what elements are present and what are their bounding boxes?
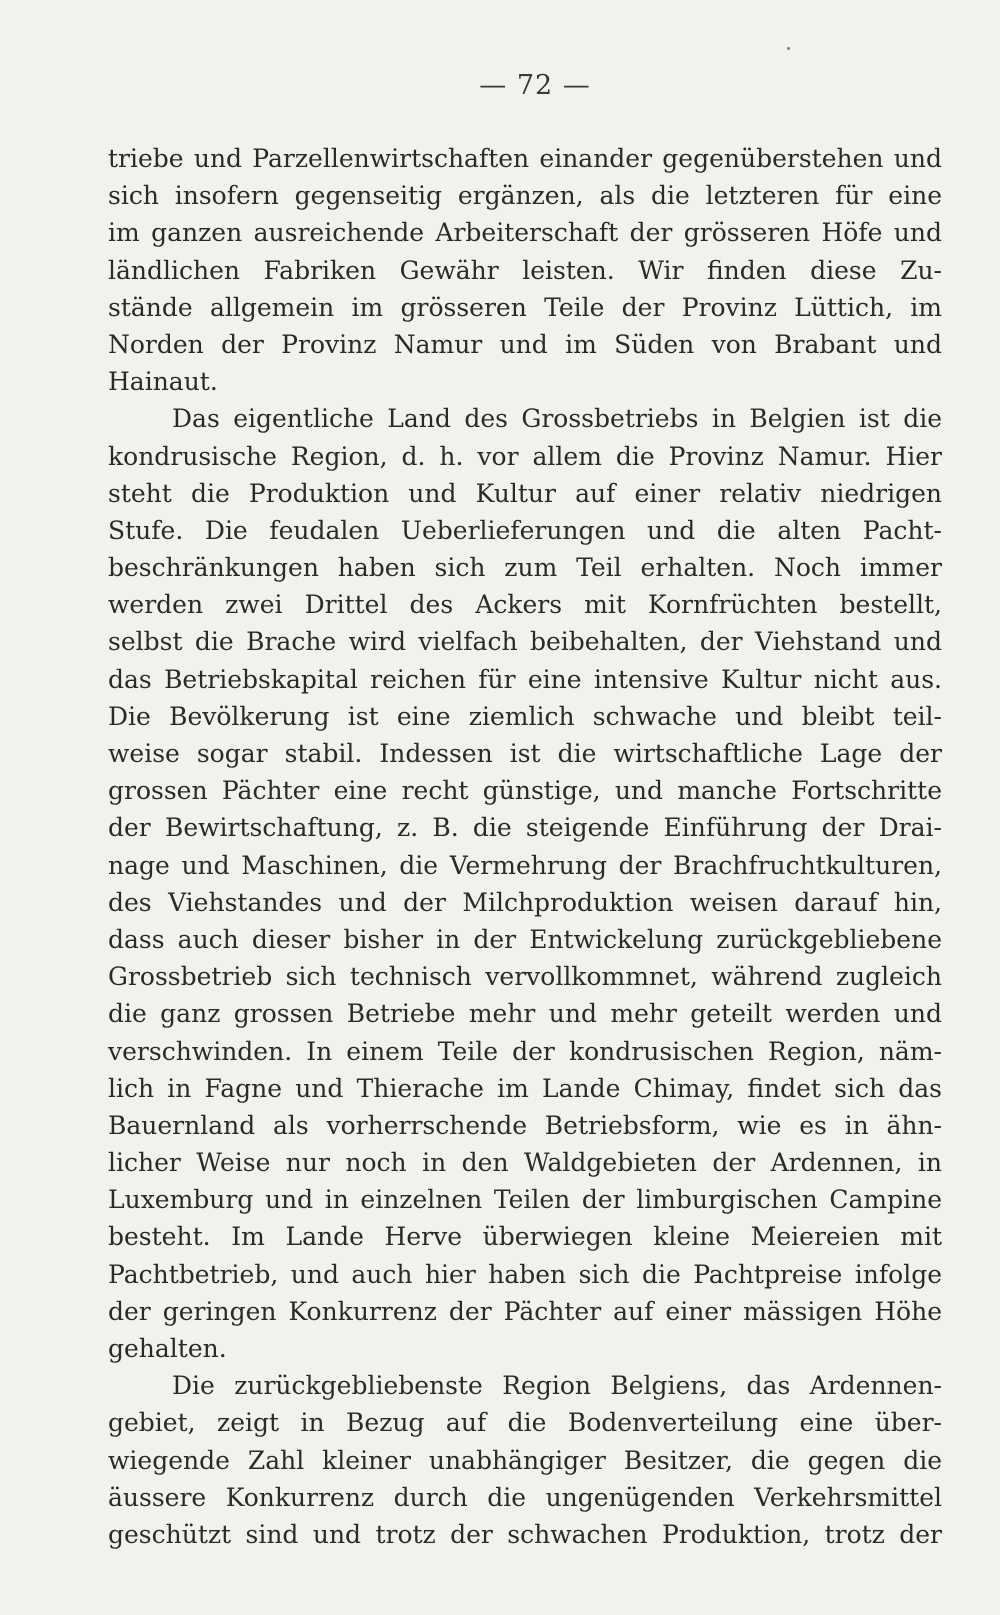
text-line: licher Weise nur noch in den Waldgebieten der Ardennen, in [108, 1148, 942, 1178]
text-line: triebe und Parzellenwirtschaften einander gegenüberstehen und [108, 144, 942, 173]
text-line: werden zwei Drittel des Ackers mit Kornfrüchten bestellt, [108, 590, 942, 620]
text-line: Pachtbetrieb, und auch hier haben sich die Pachtpreise infolge [108, 1259, 942, 1289]
text-line: gehalten. [108, 1334, 227, 1363]
text-line: nage und Maschinen, die Vermehrung der Brachfruchtkulturen, [108, 850, 942, 880]
text-line: Norden der Provinz Namur und im Süden von Brabant und [108, 329, 942, 359]
text-line: stände allgemein im grösseren Teile der Provinz Lüttich, im [108, 292, 942, 322]
text-line: ländlichen Fabriken Gewähr leisten. Wir finden diese Zu- [108, 255, 942, 285]
text-line: Grossbetrieb sich technisch vervollkommnet, während zugleich [108, 962, 942, 992]
text-line: dass auch dieser bisher in der Entwickelung zurückgebliebene [108, 924, 942, 954]
text-line: steht die Produktion und Kultur auf einer relativ niedrigen [108, 478, 942, 508]
text-line: beschränkungen haben sich zum Teil erhalten. Noch immer [108, 553, 942, 583]
text-line: des Viehstandes und der Milchproduktion weisen darauf hin, [108, 887, 942, 917]
text-line: sich insofern gegenseitig ergänzen, als die letzteren für eine [108, 181, 942, 211]
text-line: grossen Pächter eine recht günstige, und manche Fortschritte [108, 776, 942, 806]
text-line: verschwinden. In einem Teile der kondrusischen Region, näm- [108, 1036, 942, 1066]
text-line: der geringen Konkurrenz der Pächter auf einer mässigen Höhe [108, 1296, 942, 1326]
text-line: das Betriebskapital reichen für eine intensive Kultur nicht aus. [108, 664, 942, 694]
text-line: Hainaut. [108, 367, 218, 397]
text-line: Stufe. Die feudalen Ueberlieferungen und die alten Pacht- [108, 515, 942, 545]
text-line: die ganz grossen Betriebe mehr und mehr geteilt werden und [108, 999, 942, 1029]
text-line: wiegende Zahl kleiner unabhängiger Besitzer, die gegen die [108, 1445, 942, 1475]
text-line: besteht. Im Lande Herve überwiegen kleine Meiereien mit [108, 1222, 942, 1252]
text-line: der Bewirtschaftung, z. B. die steigende Einführung der Drai- [108, 813, 942, 843]
text-line: Das eigentliche Land des Grossbetriebs in Belgien ist die [172, 404, 942, 434]
page-number: — 72 — [479, 70, 591, 101]
paper-speck [787, 47, 790, 50]
text-line: äussere Konkurrenz durch die ungenügenden Verkehrsmittel [108, 1482, 942, 1512]
text-line: geschützt sind und trotz der schwachen Produktion, trotz der [108, 1519, 942, 1549]
text-line: weise sogar stabil. Indessen ist die wirtschaftliche Lage der [108, 739, 942, 768]
text-line: lich in Fagne und Thierache im Lande Chimay, findet sich das [108, 1073, 942, 1103]
text-line: gebiet, zeigt in Bezug auf die Bodenverteilung eine über- [108, 1408, 942, 1438]
text-line: im ganzen ausreichende Arbeiterschaft der grösseren Höfe und [108, 218, 942, 248]
text-line: Bauernland als vorherrschende Betriebsform, wie es in ähn- [108, 1110, 942, 1140]
text-line: kondrusische Region, d. h. vor allem die Provinz Namur. Hier [108, 441, 942, 471]
text-line: selbst die Brache wird vielfach beibehalten, der Viehstand und [108, 627, 942, 657]
text-line: Luxemburg und in einzelnen Teilen der limburgischen Campine [108, 1185, 942, 1215]
body-text [108, 140, 942, 1553]
text-line: Die zurückgebliebenste Region Belgiens, das Ardennen- [172, 1371, 942, 1401]
text-line: Die Bevölkerung ist eine ziemlich schwache und bleibt teil- [108, 701, 942, 731]
